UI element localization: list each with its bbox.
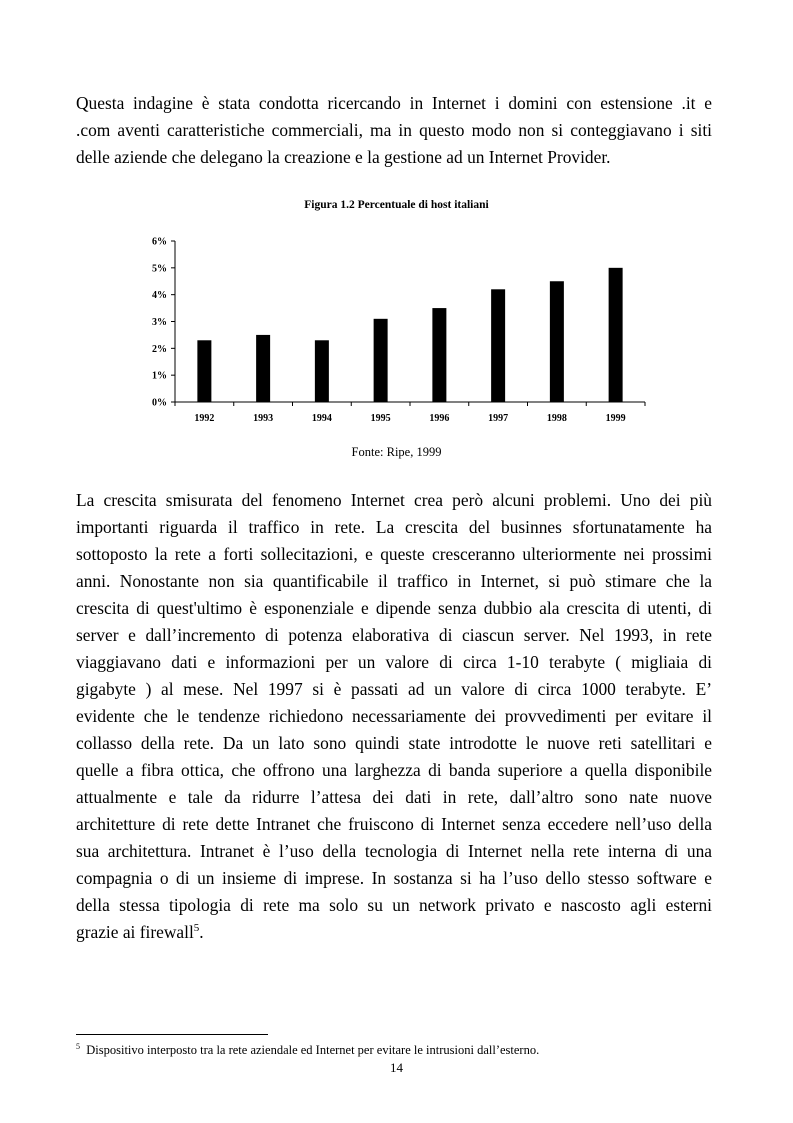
text-line: attualmente e tale da ridurre l’attesa dei dati in rete, dall’altro sono nate nuove [76, 787, 712, 807]
y-tick-label: 3% [152, 317, 167, 328]
footnote-reference[interactable]: 5 [193, 922, 200, 935]
text-line: gigabyte ) al mese. Nel 1997 si è passati ad un valore di circa 1000 terabyte. E’ [76, 679, 712, 699]
text-line: sua architettura. Intranet è l’uso della tecnologia di Internet nella rete interna di una [76, 841, 712, 861]
x-tick-label: 1995 [370, 413, 391, 424]
body-paragraph [76, 487, 712, 946]
text-line: crescita di quest'ultimo è esponenziale e dipende senza dubbio ala crescita di utenti, di [76, 598, 712, 618]
text-line: .com aventi caratteristiche commerciali, ma in questo modo non si conteggiavano i siti [76, 120, 712, 140]
y-tick-label: 4% [152, 290, 167, 302]
x-tick-label: 1999 [605, 413, 626, 424]
bar [550, 281, 564, 402]
page-number: 14 [390, 1060, 403, 1075]
y-tick-label: 1% [152, 370, 167, 382]
text-line: viaggiavano dati e informazioni per un valore di circa 1-10 terabyte ( migliaia di [76, 652, 712, 672]
text-fragment: . [199, 922, 204, 942]
x-tick-label: 1998 [546, 413, 567, 424]
text-line: server e dall’incremento di potenza elaborativa di ciascun server. Nel 1993, in rete [76, 625, 712, 645]
y-tick-label: 6% [152, 236, 167, 248]
text-line: delle aziende che delegano la creazione e la gestione ad un Internet Provider. [76, 147, 611, 167]
bar [374, 319, 388, 402]
text-line: della stessa tipologia di rete ma solo su un network privato e nascosto agli esterni [76, 895, 712, 915]
bar [256, 335, 270, 402]
bar-chart [130, 228, 660, 433]
x-tick-label: 1993 [253, 413, 274, 424]
text-line: architetture di rete dette Intranet che fruiscono di Internet senza eccedere nell’uso della [76, 814, 712, 834]
x-tick-label: 1994 [311, 413, 332, 424]
x-tick-label: 1996 [429, 413, 450, 424]
footnote-number: 5 [76, 1042, 80, 1051]
text-line: anni. Nonostante non sia quantificabile il traffico in Internet, si può stimare che la [76, 571, 712, 591]
text-line: Questa indagine è stata condotta ricercando in Internet i domini con estensione .it e [76, 93, 712, 113]
x-tick-label: 1997 [488, 413, 509, 424]
bar [432, 308, 446, 402]
text-line: compagnia o di un insieme di imprese. In sostanza si ha l’uso dello stesso software e [76, 868, 712, 888]
text-line: sottoposto la rete a forti sollecitazioni, e queste cresceranno ulteriormente nei prossimi [76, 544, 712, 564]
text-line: La crescita smisurata del fenomeno Internet crea però alcuni problemi. Uno dei più [76, 490, 712, 510]
y-tick-label: 0% [152, 397, 167, 409]
footnote [76, 1042, 539, 1058]
text-line: collasso della rete. Da un lato sono quindi state introdotte le nuove reti satellitari e [76, 733, 712, 753]
figure-source: Fonte: Ripe, 1999 [351, 445, 442, 459]
y-tick-label: 5% [152, 263, 167, 275]
footnote-text: Dispositivo interposto tra la rete aziendale ed Internet per evitare le intrusioni dall’esterno. [86, 1043, 540, 1058]
text-fragment: grazie ai firewall [76, 922, 194, 942]
text-line: quelle a fibra ottica, che offrono una larghezza di banda superiore a quella disponibile [76, 760, 712, 780]
bar [609, 268, 623, 402]
footnote-separator [76, 1034, 268, 1035]
text-line-last [76, 919, 712, 946]
y-tick-label: 2% [152, 343, 167, 355]
text-line: evidente che le tendenze richiedono necessariamente dei provvedimenti per evitare il [76, 706, 712, 726]
bar [315, 340, 329, 402]
intro-paragraph [76, 90, 712, 171]
bar [491, 289, 505, 402]
text-line: importanti riguarda il traffico in rete. La crescita del businnes sfortunatamente ha [76, 517, 712, 537]
bar [197, 340, 211, 402]
x-tick-label: 1992 [194, 413, 215, 424]
figure-title: Figura 1.2 Percentuale di host italiani [304, 199, 489, 211]
